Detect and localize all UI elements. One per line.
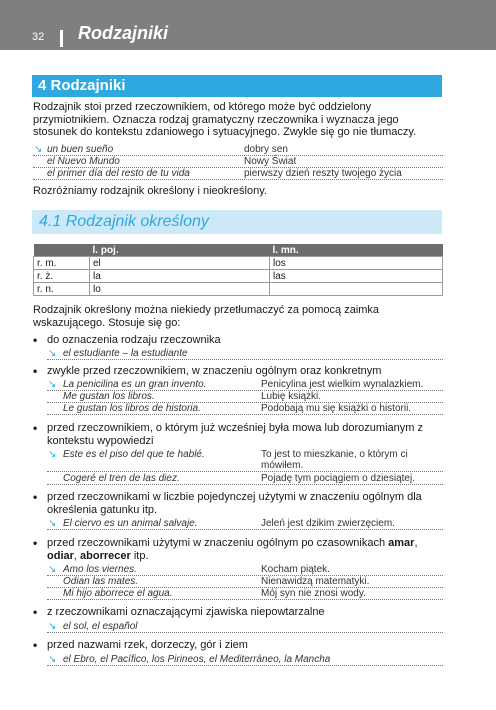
example-spanish: el estudiante – la estudiante	[63, 348, 188, 359]
section-heading	[32, 75, 442, 97]
bullet-icon: •	[33, 536, 38, 550]
example-row	[47, 473, 443, 485]
example-spanish: Le gustan los libros de historia.	[63, 403, 201, 414]
example-polish: Lubię książki.	[261, 391, 322, 402]
example-polish: Nowy Świat	[244, 156, 297, 167]
table-cell: lo	[90, 283, 270, 296]
subsection-heading	[32, 210, 442, 234]
table-cell: las	[270, 270, 443, 283]
list-item-text: przed rzeczownikami w liczbie pojedynczej użytymi w znaczeniu ogólnym dla określenia gatunku itp.	[47, 491, 422, 516]
section-title: 4 Rodzajniki	[38, 77, 126, 94]
example-polish: Penicylina jest wielkim wynalazkiem.	[261, 379, 424, 390]
arrow-icon: ↘	[48, 564, 57, 575]
text-part: przed rzeczownikami użytymi w znaczeniu ogólnym po czasownikach	[47, 537, 389, 549]
example-polish: Pojadę tym pociągiem o dziesiątej.	[261, 473, 415, 484]
list-item-text	[47, 537, 445, 562]
example-row	[47, 621, 443, 633]
example-row	[47, 449, 443, 472]
example-spanish: Mi hijo aborrece el agua.	[63, 588, 173, 599]
example-polish: Jeleń jest dzikim zwierzęciem.	[261, 518, 395, 529]
bullet-icon: •	[33, 490, 38, 504]
table-cell	[270, 283, 443, 296]
example-polish: Kocham piątek.	[261, 564, 330, 575]
bullet-icon: •	[33, 421, 38, 435]
table-cell: el	[90, 257, 270, 270]
arrow-icon: ↘	[48, 379, 57, 390]
example-spanish: el Nuevo Mundo	[47, 156, 120, 167]
bullet-icon: •	[33, 333, 38, 347]
table-cell: r. m.	[34, 257, 90, 270]
example-polish: Mój syn nie znosi wody.	[261, 588, 366, 599]
example-polish: Nienawidzą matematyki.	[261, 576, 370, 587]
arrow-icon: ↘	[48, 449, 57, 460]
header-divider	[60, 30, 63, 47]
table-row	[34, 283, 443, 296]
page-number: 32	[32, 31, 45, 43]
page-header	[0, 0, 496, 50]
list-item-text: przed rzeczownikiem, o którym już wcześniej była mowa lub dorozumianym z kontekstu wypowiedzi	[47, 422, 423, 447]
example-spanish: Cogeré el tren de las diez.	[63, 473, 180, 484]
example-row	[47, 391, 443, 403]
example-spanish: Amo los viernes.	[63, 564, 137, 575]
text-part: ,	[414, 537, 418, 549]
example-polish: To jest to mieszkanie, o którym ci mówiłem.	[261, 449, 408, 471]
bullet-icon: •	[33, 364, 38, 378]
bullet-icon: •	[33, 605, 38, 619]
example-spanish: La penicilina es un gran invento.	[63, 379, 207, 390]
distinction-text: Rozróżniamy rodzajnik określony i nieokreślony.	[33, 185, 267, 197]
intro-paragraph: Rodzajnik stoi przed rzeczownikiem, od którego może być oddzielony przymiotnikiem. Oznacza rodzaj gramatyczny rzeczownika i wyznacza jego stosunek do kontekstu zdaniowego i sytuacyjnego. Zwykle się go nie tłumaczy.	[33, 101, 417, 138]
table-cell: r. ż.	[34, 270, 90, 283]
example-spanish: el primer día del resto de tu vida	[47, 168, 190, 179]
example-spanish: Este es el piso del que te hablé.	[63, 449, 205, 460]
example-row	[47, 403, 443, 415]
arrow-icon: ↘	[48, 654, 57, 665]
header-title: Rodzajniki	[78, 23, 169, 43]
article-table	[33, 244, 443, 296]
table-cell: los	[270, 257, 443, 270]
example-row	[47, 379, 443, 391]
text-part: ,	[73, 549, 81, 562]
table-cell: la	[90, 270, 270, 283]
intro-example-row	[33, 168, 443, 180]
list-item-text: do oznaczenia rodzaju rzeczownika	[47, 334, 221, 346]
subsection-title: 4.1 Rodzajnik określony	[39, 213, 209, 230]
arrow-icon: ↘	[48, 621, 57, 632]
example-row	[47, 564, 443, 576]
table-row	[34, 270, 443, 283]
example-row	[47, 518, 443, 530]
text-part: itp.	[130, 549, 149, 562]
list-item-text: przed nazwami rzek, dorzeczy, gór i ziem	[47, 639, 248, 651]
example-spanish: El ciervo es un animal salvaje.	[63, 518, 198, 529]
example-polish: Podobają mu się książki o historii.	[261, 403, 412, 414]
example-row	[47, 348, 443, 360]
intro-example-row	[33, 156, 443, 168]
example-row	[47, 588, 443, 600]
example-row	[47, 576, 443, 588]
usage-intro: Rodzajnik określony można niekiedy przetłumaczyć za pomocą zaimka wskazującego. Stosuje się go:	[33, 304, 380, 329]
bullet-icon: •	[33, 638, 38, 652]
example-polish: dobry sen	[244, 144, 288, 155]
table-header-cell: l. poj.	[90, 244, 270, 257]
list-item-text: zwykle przed rzeczownikiem, w znaczeniu ogólnym oraz konkretnym	[47, 365, 382, 377]
list-item-text: z rzeczownikami oznaczającymi zjawiska niepowtarzalne	[47, 606, 325, 618]
table-cell: r. n.	[34, 283, 90, 296]
table-row	[34, 257, 443, 270]
table-header-cell: l. mn.	[270, 244, 443, 257]
example-spanish: Odian las mates.	[63, 576, 139, 587]
example-spanish: el sol, el español	[63, 621, 138, 632]
example-spanish: el Ebro, el Pacífico, los Pirineos, el Mediterráneo, la Mancha	[63, 654, 331, 665]
arrow-icon: ↘	[48, 518, 57, 529]
arrow-icon: ↘	[48, 348, 57, 359]
verb-aborrecer: aborrecer	[80, 549, 131, 562]
example-polish: pierwszy dzień reszty twojego życia	[244, 168, 402, 179]
example-row	[47, 654, 443, 666]
example-spanish: un buen sueño	[47, 144, 114, 155]
verb-odiar: odiar	[47, 549, 74, 562]
verb-amar: amar	[388, 537, 415, 549]
arrow-icon: ↘	[34, 144, 43, 155]
example-spanish: Me gustan los libros.	[63, 391, 155, 402]
table-header-row	[34, 244, 443, 257]
intro-example-row	[33, 144, 443, 156]
table-header-cell	[34, 244, 90, 257]
